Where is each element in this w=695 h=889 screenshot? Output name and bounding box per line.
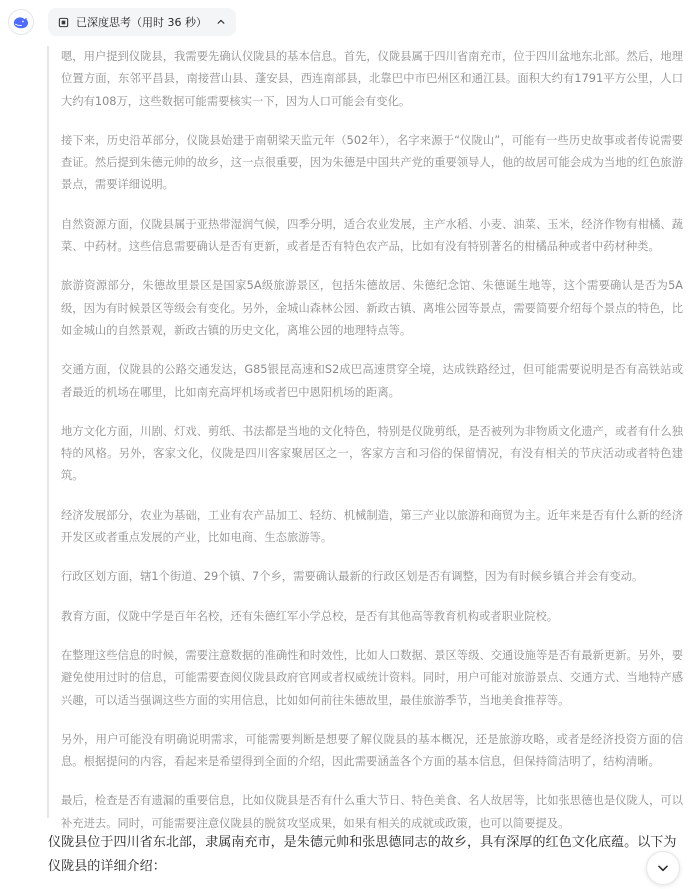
answer-intro-text: 仪陇县位于四川省东北部，隶属南充市，是朱德元帅和张思德同志的故乡，具有深厚的红色文化底蕴。以下为仪陇县的详细介绍：	[48, 835, 677, 874]
thinking-paragraph: 最后，检查是否有遗漏的重要信息，比如仪陇县是否有什么重大节日、特色美食、名人故居等，比如张思德也是仪陇人，可以补充进去。同时，可能需要注意仪陇县的脱贫攻坚成果，如果有相关的成就或政策，也可以简要提及。	[61, 794, 683, 830]
thinking-paragraph: 接下来，历史沿革部分，仪陇县始建于南朝梁天监元年（502年），名字来源于“仪陇山”，可能有一些历史故事或者传说需要查证。然后提到朱德元帅的故乡，这一点很重要，因为朱德是中国共产党的重要领导人，他的故居可能会成为当地的红色旅游景点，需要详细说明。	[61, 133, 683, 192]
thinking-paragraph: 交通方面，仪陇县的公路交通发达，G85银昆高速和S2成巴高速贯穿全境，达成铁路经过，但可能需要说明是否有高铁站或者最近的机场在哪里，比如南充高坪机场或者巴中恩阳机场的距离。	[61, 363, 683, 399]
scroll-to-bottom-button[interactable]	[646, 851, 680, 885]
atom-icon	[58, 17, 69, 28]
thinking-paragraph: 行政区划方面，辖1个街道、29个镇、7个乡，需要确认最新的行政区划是否有调整，因为有时候乡镇合并会有变动。	[61, 570, 644, 584]
thinking-status-label: 已深度思考（用时 36 秒）	[76, 16, 207, 29]
thinking-paragraph: 经济发展部分，农业为基础，工业有农产品加工、轻纺、机械制造，第三产业以旅游和商贸为主。近年来是否有什么新的经济开发区或者重点发展的产业，比如电商、生态旅游等。	[61, 508, 683, 545]
thinking-paragraph: 旅游资源部分，朱德故里景区是国家5A级旅游景区，包括朱德故居、朱德纪念馆、朱德诞生地等，这个需要确认是否为5A级，因为有时候景区等级会有变化。另外，金城山森林公园、新政古镇、离堆公园等景点，需要简要介绍每个景点的特色，比如金城山的自然景观，新政古镇的历史文化，离堆公园的地理特点等。	[61, 279, 683, 337]
chevron-down-icon	[656, 861, 670, 875]
assistant-avatar	[8, 9, 34, 35]
chevron-up-icon	[216, 17, 226, 27]
thinking-paragraph: 另外，用户可能没有明确说明需求，可能需要判断是想要了解仪陇县的基本概况，还是旅游攻略，或者是经济投资方面的信息。根据提问的内容，看起来是希望得到全面的介绍，因此需要涵盖各个方面的基本信息，但保持简洁明了，结构清晰。	[61, 732, 683, 769]
thinking-paragraph: 在整理这些信息的时候，需要注意数据的准确性和时效性，比如人口数据、景区等级、交通设施等是否有最新更新。另外，要避免使用过时的信息，可能需要查阅仪陇县政府官网或者权威统计资料。同时，用户可能对旅游景点、交通方式、当地特产感兴趣，可以适当强调这些方面的实用信息，比如如何前往朱德故里，最佳旅游季节，当地美食推荐等。	[61, 648, 683, 707]
whale-logo-icon	[12, 13, 30, 31]
thinking-content	[47, 46, 687, 830]
thinking-toggle-button[interactable]	[48, 8, 236, 36]
thinking-paragraph: 地方文化方面，川剧、灯戏、剪纸、书法都是当地的文化特色，特别是仪陇剪纸，是否被列为非物质文化遗产，或者有什么独特的风格。另外，客家文化，仪陇是四川客家聚居区之一，客家方言和习俗的保留情况，有没有相关的节庆活动或者特色建筑。	[61, 424, 683, 483]
thinking-paragraph: 教育方面，仪陇中学是百年名校，还有朱德红军小学总校，是否有其他高等教育机构或者职业院校。	[61, 609, 559, 623]
thinking-paragraph: 嗯，用户提到仪陇县，我需要先确认仪陇县的基本信息。首先，仪陇县属于四川省南充市，位于四川盆地东北部。然后，地理位置方面，东邻平昌县，南接营山县、蓬安县，西连南部县，北靠巴中市巴州区和通江县。面积大约有1791平方公里，人口大约有108万，这些数据可能需要核实一下，因为人口可能会有变化。	[61, 50, 683, 108]
thinking-paragraph: 自然资源方面，仪陇县属于亚热带湿润气候，四季分明，适合农业发展，主产水稻、小麦、油菜、玉米，经济作物有柑橘、蔬菜、中药材。这些信息需要确认是否有更新，或者是否有特色农产品，比如有没有特别著名的柑橘品种或者中药材种类。	[61, 217, 683, 254]
